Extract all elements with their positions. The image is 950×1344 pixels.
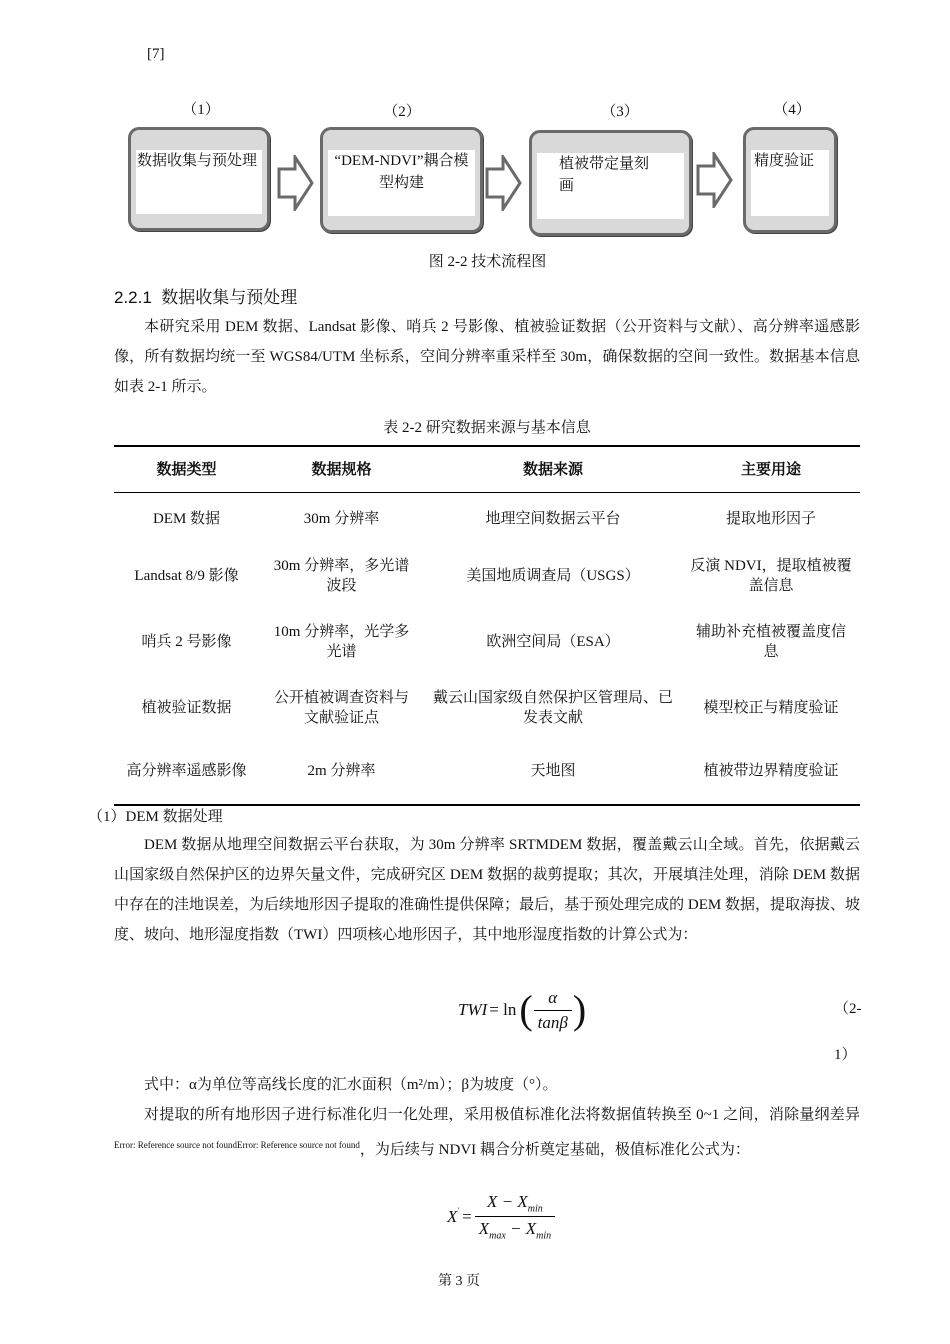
flow-box-3 — [529, 130, 692, 236]
table-cell: 天地图 — [530, 763, 576, 779]
flow-box-2 — [320, 127, 483, 233]
table-cell: 哨兵 2 号影像 — [141, 633, 232, 650]
formula-explanation: 式中：α为单位等高线长度的汇水面积（m²/m）；β为坡度（°）。 — [144, 1077, 558, 1093]
formula2-lhs: X — [447, 1206, 458, 1226]
formula-twi: TWI = ln ( $\frac{\alpha}{\tan\beta}$ ) — [458, 987, 587, 1032]
para3-text-b: ，为后续与 NDVI 耦合分析奠定基础，极值标准化公式为： — [359, 1142, 750, 1158]
step-number-1: （1） — [182, 102, 220, 118]
arrow-right-icon — [277, 155, 315, 211]
paragraph-dem: DEM 数据从地理空间数据云平台获取，为 30m 分辨率 SRTMDEM 数据，覆盖戴云山全域。首先，依据戴云山国家级自然保护区的边界矢量文件，完成研究区 DEM 数据的裁剪提取；其次，开展填洼处理，消除 DEM 数据中存在的洼地误差，为后续地形因子提取的准确性提供保障；最后，基于预处理完成的 DEM 数据，提取海拔、坡度、坡向、地形湿度指数（TWI）四项核心地形因子，其中地形湿度指数的计算公式为： — [114, 837, 860, 943]
figure-caption: 图 2-2 技术流程图 — [428, 254, 547, 270]
para3-text-a: 对提取的所有地形因子进行标准化归一化处理，采用极值标准化法将数据值转换至 0~1 之间，消除量纲差异 — [144, 1107, 860, 1123]
table-cell: Landsat 8/9 影像 — [134, 567, 239, 584]
page-footer: 第 3 页 — [438, 1274, 480, 1289]
formula-number-part1: （2- — [834, 1001, 862, 1017]
table-cell: 戴云山国家级自然保护区管理局、已发表文献 — [432, 689, 673, 726]
section-heading — [114, 283, 297, 308]
step-number-2: （2） — [383, 104, 421, 120]
table-cell: 高分辨率遥感影像 — [126, 763, 247, 779]
subsection-heading: （1）DEM 数据处理 — [88, 809, 223, 825]
paragraph-intro: 本研究采用 DEM 数据、Landsat 影像、哨兵 2 号影像、植被验证数据（公开资料与文献）、高分辨率遥感影像，所有数据均统一至 WGS84/UTM 坐标系，空间分辨率重采样至 30m，确保数据的空间一致性。数据基本信息如表 2-1 所示。 — [114, 319, 860, 395]
formula2-prime: ' — [457, 1206, 460, 1216]
table-cell: 辅助补充植被覆盖度信息 — [695, 623, 846, 660]
table-cell: 30m 分辨率 — [303, 510, 380, 527]
table-row — [114, 545, 860, 607]
section-number: 2.2.1 — [114, 288, 152, 307]
table-header-cell: 数据类型 — [156, 461, 217, 478]
table-cell: 植被验证数据 — [141, 699, 232, 716]
flow-box-4-label: 精度验证 — [754, 153, 815, 169]
formula-minmax: X ' = $\frac{X - X_{min}}{X_{max} - X_{min}}$ — [447, 1192, 555, 1242]
reference-marker: [7] — [147, 46, 165, 62]
table-cell: 公开植被调查资料与文献验证点 — [273, 689, 409, 726]
table-header-cell: 主要用途 — [740, 461, 801, 478]
table-cell: 2m 分辨率 — [307, 763, 376, 779]
data-table — [114, 445, 860, 806]
table-cell: 地理空间数据云平台 — [485, 510, 621, 527]
flow-box-3-label: 植被带定量刻画 — [559, 156, 650, 194]
table-cell: 反演 NDVI，提取植被覆盖信息 — [690, 557, 852, 594]
table-caption: 表 2-2 研究数据来源与基本信息 — [383, 420, 591, 436]
formula-number-part2: 1） — [834, 1047, 857, 1063]
section-title: 数据收集与预处理 — [161, 288, 298, 307]
table-row — [114, 493, 860, 545]
table-cell: 提取地形因子 — [725, 510, 816, 527]
formula-lhs: TWI — [458, 1000, 488, 1019]
formula2-numerator: $X - X_{min}$ — [475, 1192, 555, 1217]
flow-box-4 — [743, 127, 837, 233]
table-cell: DEM 数据 — [152, 510, 221, 527]
formula-ln: = ln — [489, 1000, 517, 1019]
flow-box-2-label: “DEM-NDVI”耦合模型构建 — [334, 153, 469, 191]
arrow-right-icon — [485, 155, 523, 211]
table-row — [114, 607, 860, 677]
reference-error: Error: Reference source not foundError: Reference source not found — [114, 1140, 360, 1150]
flow-box-1 — [128, 127, 270, 231]
table-row — [114, 739, 860, 805]
table-cell: 植被带边界精度验证 — [703, 763, 839, 779]
flow-box-1-label: 数据收集与预处理 — [137, 153, 258, 169]
table-cell: 模型校正与精度验证 — [703, 699, 839, 716]
arrow-right-icon — [696, 152, 734, 208]
step-number-4: （4） — [773, 102, 811, 118]
formula-denominator: tanβ — [537, 1012, 568, 1032]
paragraph-normalization — [114, 1100, 860, 1165]
step-number-3: （3） — [601, 104, 639, 120]
table-row — [114, 677, 860, 739]
table-cell: 美国地质调查局（USGS） — [466, 567, 640, 584]
formula-numerator: α — [534, 988, 572, 1011]
table-cell: 30m 分辨率，多光谱波段 — [273, 557, 410, 594]
formula2-denominator: $X_{max} - X_{min}$ — [478, 1219, 552, 1242]
table-header-cell: 数据规格 — [311, 461, 372, 478]
table-cell: 10m 分辨率，光学多光谱 — [273, 623, 410, 660]
table-header-row — [114, 446, 860, 493]
table-cell: 欧洲空间局（ESA） — [486, 633, 620, 650]
table-header-cell: 数据来源 — [522, 461, 583, 478]
